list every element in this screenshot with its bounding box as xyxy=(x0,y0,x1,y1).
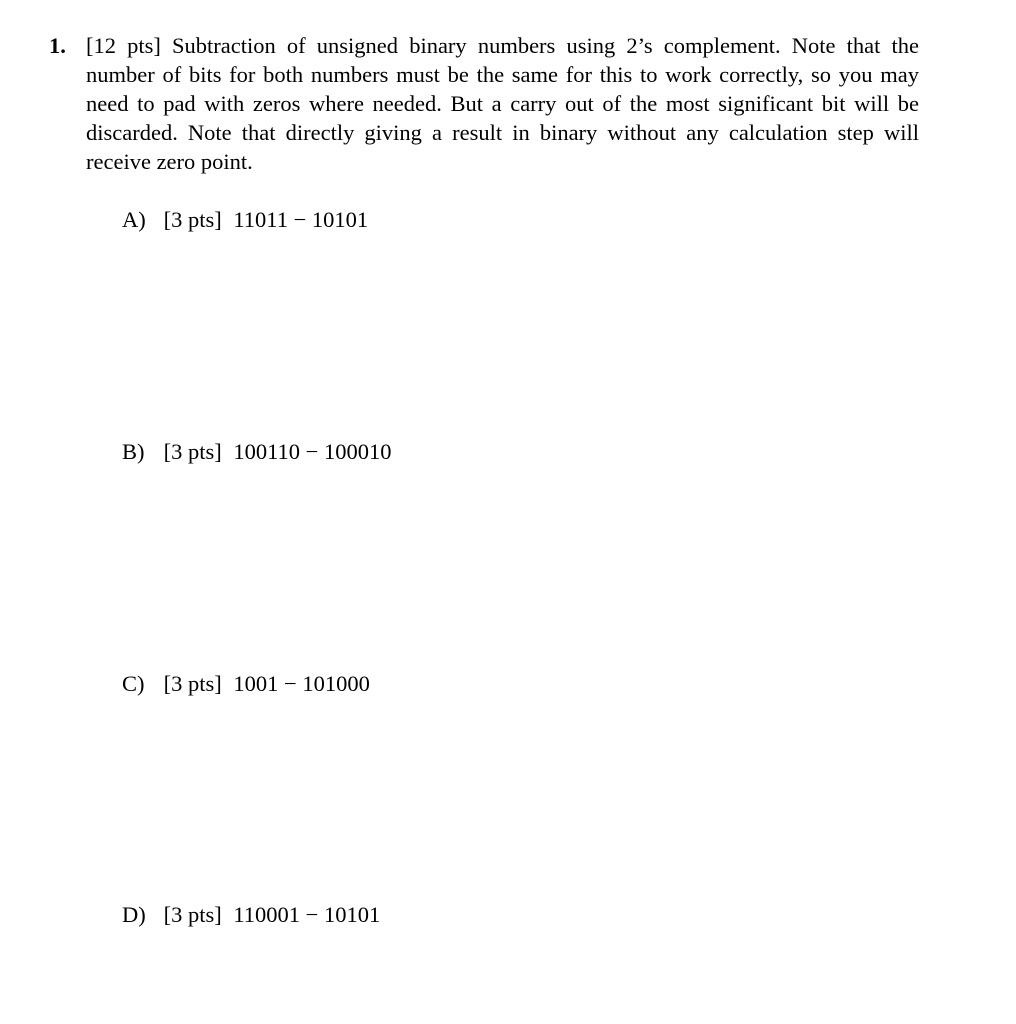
part-points: [3 pts] xyxy=(163,902,222,927)
question-text: [12 pts] Subtraction of unsigned binary numbers using 2’s complement. Note that the number of bits for both numbers must be the same for this to work correctly, so you may need to pad with zeros where needed. But a carry out of the most significant bit will be discarded. Note that directly giving a result in binary without any calculation step will receive zero point. xyxy=(86,33,919,174)
part-points: [3 pts] xyxy=(163,671,222,696)
part-d xyxy=(122,900,380,929)
part-c xyxy=(122,669,370,698)
part-a xyxy=(122,205,368,234)
part-points: [3 pts] xyxy=(163,439,222,464)
part-b xyxy=(122,437,391,466)
question-number: 1. xyxy=(49,33,66,58)
part-expression: 1001 − 101000 xyxy=(233,671,370,696)
part-label: C) xyxy=(122,671,145,696)
part-expression: 11011 − 10101 xyxy=(233,207,369,232)
part-label: A) xyxy=(122,207,146,232)
part-expression: 110001 − 10101 xyxy=(233,902,381,927)
question-block xyxy=(49,31,919,176)
part-label: B) xyxy=(122,439,145,464)
part-expression: 100110 − 100010 xyxy=(233,439,392,464)
part-points: [3 pts] xyxy=(163,207,222,232)
part-label: D) xyxy=(122,902,146,927)
